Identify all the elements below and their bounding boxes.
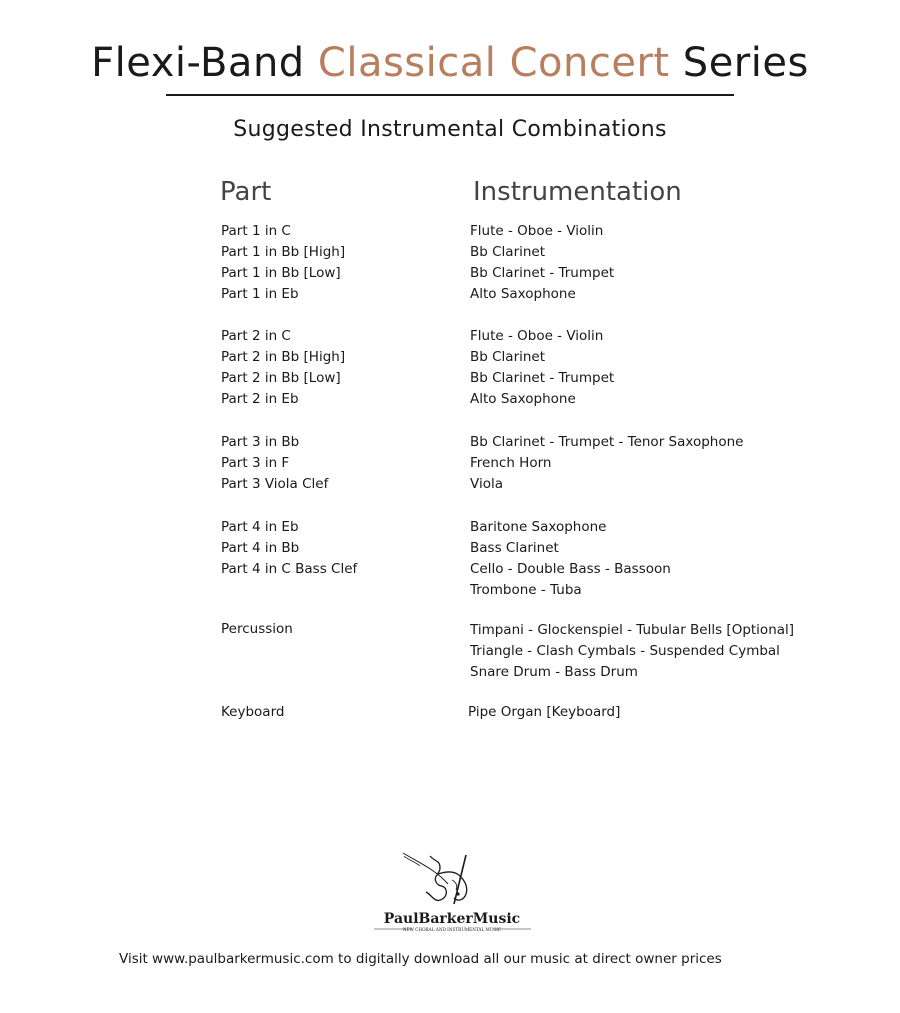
instrumentation-cell: Alto Saxophone — [470, 391, 576, 407]
part-cell: Part 2 in Bb [Low] — [221, 370, 341, 386]
footer-text: Visit www.paulbarkermusic.com to digitally download all our music at direct owner prices — [119, 951, 722, 967]
part-cell: Part 2 in C — [221, 328, 291, 344]
instrumentation-cell: Triangle - Clash Cymbals - Suspended Cymbal — [470, 643, 780, 659]
part-cell: Part 1 in Eb — [221, 286, 299, 302]
instrumentation-cell: Bb Clarinet - Trumpet - Tenor Saxophone — [470, 434, 744, 450]
instrumentation-cell: Bb Clarinet — [470, 349, 546, 365]
violin-icon — [403, 853, 467, 904]
part-cell: Part 3 in Bb — [221, 434, 300, 450]
instrumentation-cell: Alto Saxophone — [470, 286, 576, 302]
instrumentation-cell: Bb Clarinet - Trumpet — [470, 265, 615, 281]
instrumentation-cell: Bb Clarinet - Trumpet — [470, 370, 615, 386]
instrumentation-cell: Snare Drum - Bass Drum — [470, 664, 638, 680]
instrumentation-cell: Trombone - Tuba — [470, 582, 582, 598]
page-title — [0, 40, 900, 86]
part-cell: Part 4 in Eb — [221, 519, 299, 535]
part-cell: Part 4 in Bb — [221, 540, 300, 556]
instrumentation-cell: French Horn — [470, 455, 552, 471]
column-header-instrumentation: Instrumentation — [473, 177, 682, 207]
part-cell: Part 1 in C — [221, 223, 291, 239]
instrumentation-cell: Viola — [470, 476, 503, 492]
part-cell: Part 3 in F — [221, 455, 290, 471]
instrumentation-cell: Cello - Double Bass - Bassoon — [470, 561, 671, 577]
instrumentation-cell: Flute - Oboe - Violin — [470, 223, 604, 239]
column-header-part: Part — [220, 177, 272, 207]
title-underline — [166, 94, 734, 96]
instrumentation-cell: Baritone Saxophone — [470, 519, 607, 535]
logo-name: PaulBarkerMusic — [383, 911, 521, 927]
instrumentation-cell: Bass Clarinet — [470, 540, 559, 556]
part-cell: Part 2 in Bb [High] — [221, 349, 346, 365]
subtitle: Suggested Instrumental Combinations — [233, 117, 667, 142]
part-cell: Part 3 Viola Clef — [221, 476, 329, 492]
logo-tagline: NEW CHORAL AND INSTRUMENTAL MUSIC — [402, 927, 502, 932]
instrumentation-cell: Flute - Oboe - Violin — [470, 328, 604, 344]
part-cell: Part 2 in Eb — [221, 391, 299, 407]
part-cell: Percussion — [221, 621, 293, 637]
title-series: Series — [682, 40, 809, 86]
part-cell: Part 4 in C Bass Clef — [221, 561, 358, 577]
part-cell: Part 1 in Bb [High] — [221, 244, 346, 260]
part-cell: Keyboard — [221, 704, 285, 720]
title-flexi-band: Flexi-Band — [91, 40, 305, 86]
part-cell: Part 1 in Bb [Low] — [221, 265, 341, 281]
paulbarkermusic-logo — [370, 850, 535, 935]
instrumentation-cell: Timpani - Glockenspiel - Tubular Bells [Optional] — [470, 622, 795, 638]
instrumentation-cell: Bb Clarinet — [470, 244, 546, 260]
instrumentation-cell: Pipe Organ [Keyboard] — [468, 704, 621, 720]
title-classical-concert: Classical Concert — [317, 40, 670, 86]
